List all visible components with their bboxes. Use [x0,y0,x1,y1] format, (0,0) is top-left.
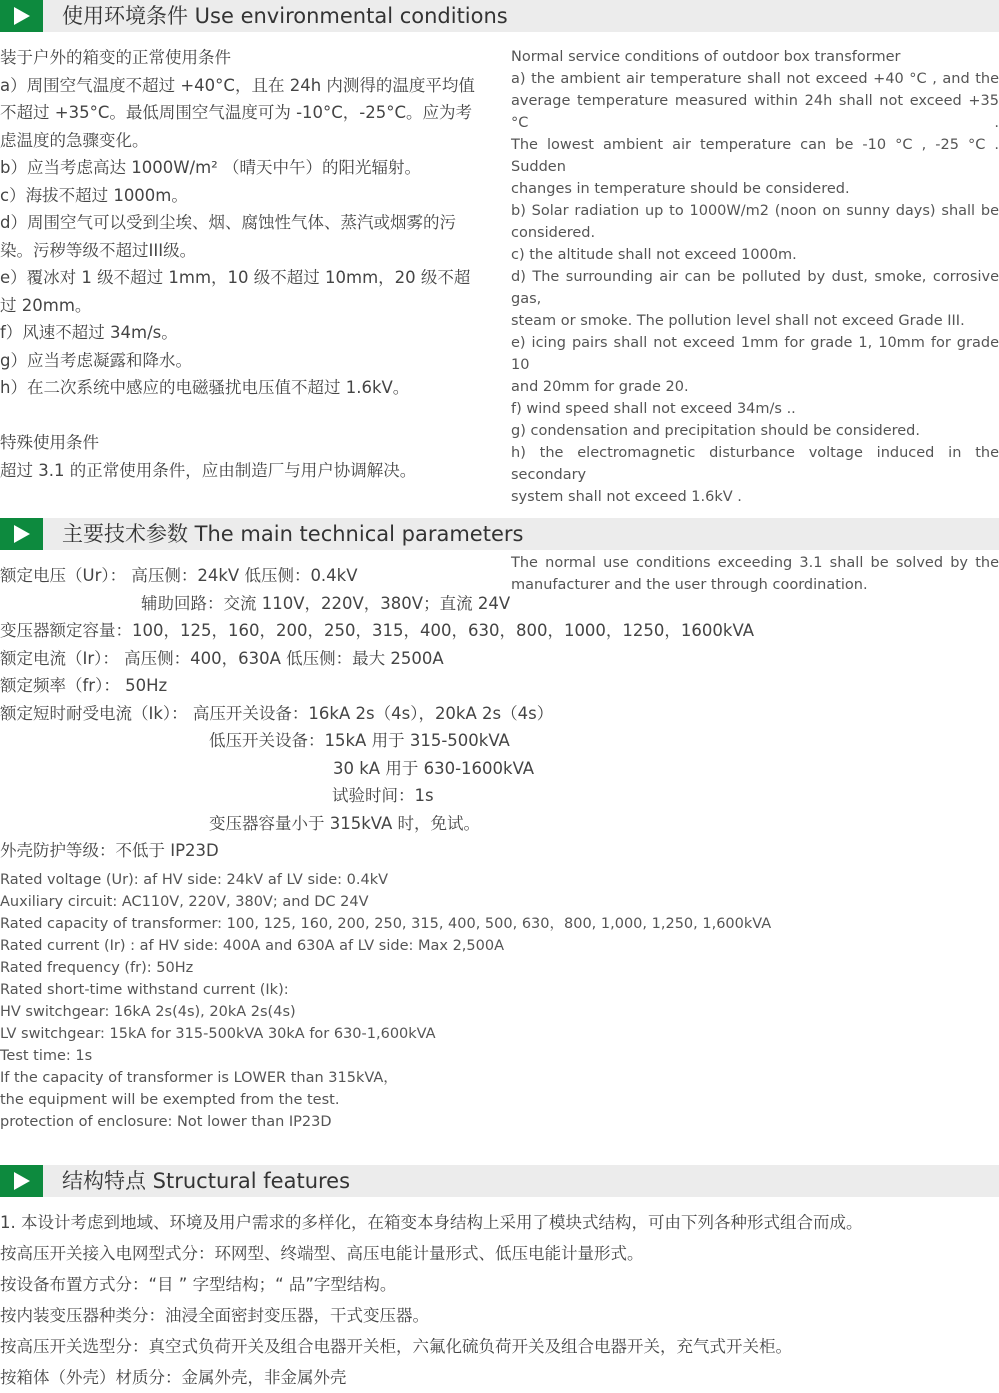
text-line: c) the altitude shall not exceed 1000m. [511,247,797,263]
text-line: The lowest ambient air temperature can be -10 °C , -25 °C . Sudden [511,137,999,175]
param-line: HV switchgear: 16kA 2s(4s), 20kA 2s(4s) [0,1004,296,1020]
param-line: 额定电压（Ur）： 高压侧：24kV 低压侧：0.4kV [0,566,358,585]
param-line: 试验时间：1s [332,786,434,805]
text-line: f) wind speed shall not exceed 34m/s .. [511,401,796,417]
param-line: 额定短时耐受电流（Ik）： 高压开关设备：16kA 2s（4s），20kA 2s（4s） [0,703,554,723]
env-conditions-en [511,46,999,596]
env-conditions-zh [0,44,475,484]
param-line: 低压开关设备：15kA 用于 315-500kVA [209,731,510,750]
text-line: manufacturer and the user through coordination. [511,577,868,593]
param-line: 变压器容量小于 315kVA 时，免试。 [209,813,481,833]
feature-line: 1. 本设计考虑到地域、环境及用户需求的多样化，在箱变本身结构上采用了模块式结构，可由下列各种形式组合而成。 [0,1213,863,1232]
text-line: a）周围空气温度不超过 +40°C，且在 24h 内测得的温度平均值 [0,75,475,95]
param-line: Rated current (Ir) : af HV side: 400A and 630A af LV side: Max 2,500A [0,938,504,954]
text-line: considered. [511,225,596,241]
text-line: 过 20mm。 [0,295,92,315]
text-line: 超过 3.1 的正常使用条件，应由制造厂与用户协调解决。 [0,460,417,480]
feature-line: 按内装变压器种类分：油浸全面密封变压器，干式变压器。 [0,1306,429,1325]
text-line: steam or smoke. The pollution level shall not exceed Grade III. [511,313,965,329]
param-line: Rated voltage (Ur): af HV side: 24kV af LV side: 0.4kV [0,872,389,888]
text-line: g) condensation and precipitation should be considered. [511,423,920,439]
text-line: b) Solar radiation up to 1000W/m2 (noon on sunny days) shall be [511,203,999,219]
play-arrow-icon [0,1165,43,1197]
text-line: f）风速不超过 34m/s。 [0,323,178,342]
param-line: 变压器额定容量：100，125，160，200，250，315，400，630，800，1000，1250，1600kVA [0,621,754,640]
param-line: Rated capacity of transformer: 100, 125, 160, 200, 250, 315, 400, 500, 630，800, 1,000, 1,250, 1,600kVA [0,916,772,932]
text-line: system shall not exceed 1.6kV . [511,489,742,505]
text-line: 染。污秽等级不超过III级。 [0,240,197,260]
text-line: 特殊使用条件 [0,433,99,452]
param-line: 30 kA 用于 630-1600kVA [333,758,535,778]
param-line: If the capacity of transformer is LOWER than 315kVA， [0,1070,398,1086]
text-line: 虑温度的急骤变化。 [0,130,149,150]
text-line: 装于户外的箱变的正常使用条件 [0,48,231,67]
param-line: Auxiliary circuit: AC110V, 220V, 380V; and DC 24V [0,894,369,910]
feature-line: 按箱体（外壳）材质分：金属外壳，非金属外壳 [0,1368,347,1387]
text-line: b）应当考虑高达 1000W/m² （晴天中午）的阳光辐射。 [0,158,422,177]
text-line: h）在二次系统中感应的电磁骚扰电压值不超过 1.6kV。 [0,378,410,397]
structural-features [0,1207,863,1393]
text-line: 不超过 +35°C。最低周围空气温度可为 -10°C，-25°C。应为考 [0,103,473,122]
text-line: e）覆冰对 1 级不超过 1mm，10 级不超过 10mm，20 级不超 [0,268,471,287]
feature-line: 按设备布置方式分：“目 ” 字型结构；“ 品”字型结构。 [0,1275,397,1294]
param-line: 额定频率（fr）： 50Hz [0,676,168,695]
param-line: Test time: 1s [0,1048,93,1064]
text-line: The normal use conditions exceeding 3.1 shall be solved by the [511,555,999,571]
param-line: Rated short-time withstand current (Ik): [0,982,289,998]
text-line: h) the electromagnetic disturbance voltage induced in the secondary [511,445,999,483]
feature-line: 按高压开关选型分：真空式负荷开关及组合电器开关柜，六氟化硫负荷开关及组合电器开关，充气式开关柜。 [0,1337,792,1356]
text-line: c）海拔不超过 1000m。 [0,185,188,205]
text-line: g）应当考虑凝露和降水。 [0,350,192,370]
text-line: changes in temperature should be considered. [511,181,850,197]
play-arrow-icon [0,0,43,32]
section-title: 主要技术参数 The main technical parameters [62,522,524,546]
text-line: and 20mm for grade 20. [511,379,689,395]
feature-line: 按高压开关接入电网型式分：环网型、终端型、高压电能计量形式、低压电能计量形式。 [0,1244,644,1263]
section-title: 结构特点 Structural features [62,1169,351,1193]
param-line: the equipment will be exempted from the test. [0,1092,340,1108]
section-title: 使用环境条件 Use environmental conditions [62,4,508,28]
text-line: Normal service conditions of outdoor box transformer [511,49,901,65]
section-header-env [0,0,999,32]
text-line: average temperature measured within 24h shall not exceed +35 °C . [511,93,999,131]
param-line: Rated frequency (fr): 50Hz [0,960,194,976]
text-line: d）周围空气可以受到尘埃、烟、腐蚀性气体、蒸汽或烟雾的污 [0,213,456,232]
param-line: 外壳防护等级：不低于 IP23D [0,841,219,860]
param-line: 辅助回路：交流 110V，220V，380V；直流 24V [141,593,511,613]
text-line: a) the ambient air temperature shall not exceed +40 °C , and the [511,71,999,87]
section-header-struct [0,1165,999,1197]
params-en [0,869,771,1133]
param-line: LV switchgear: 15kA for 315-500kVA 30kA for 630-1,600kVA [0,1026,436,1042]
text-line: d) The surrounding air can be polluted by dust, smoke, corrosive gas, [511,269,999,307]
section-header-params [0,518,999,550]
param-line: protection of enclosure: Not lower than IP23D [0,1114,332,1130]
text-line: e) icing pairs shall not exceed 1mm for grade 1, 10mm for grade 10 [511,335,999,373]
params-zh [0,562,754,865]
play-arrow-icon [0,518,43,550]
param-line: 额定电流（Ir）： 高压侧：400，630A 低压侧：最大 2500A [0,648,444,668]
